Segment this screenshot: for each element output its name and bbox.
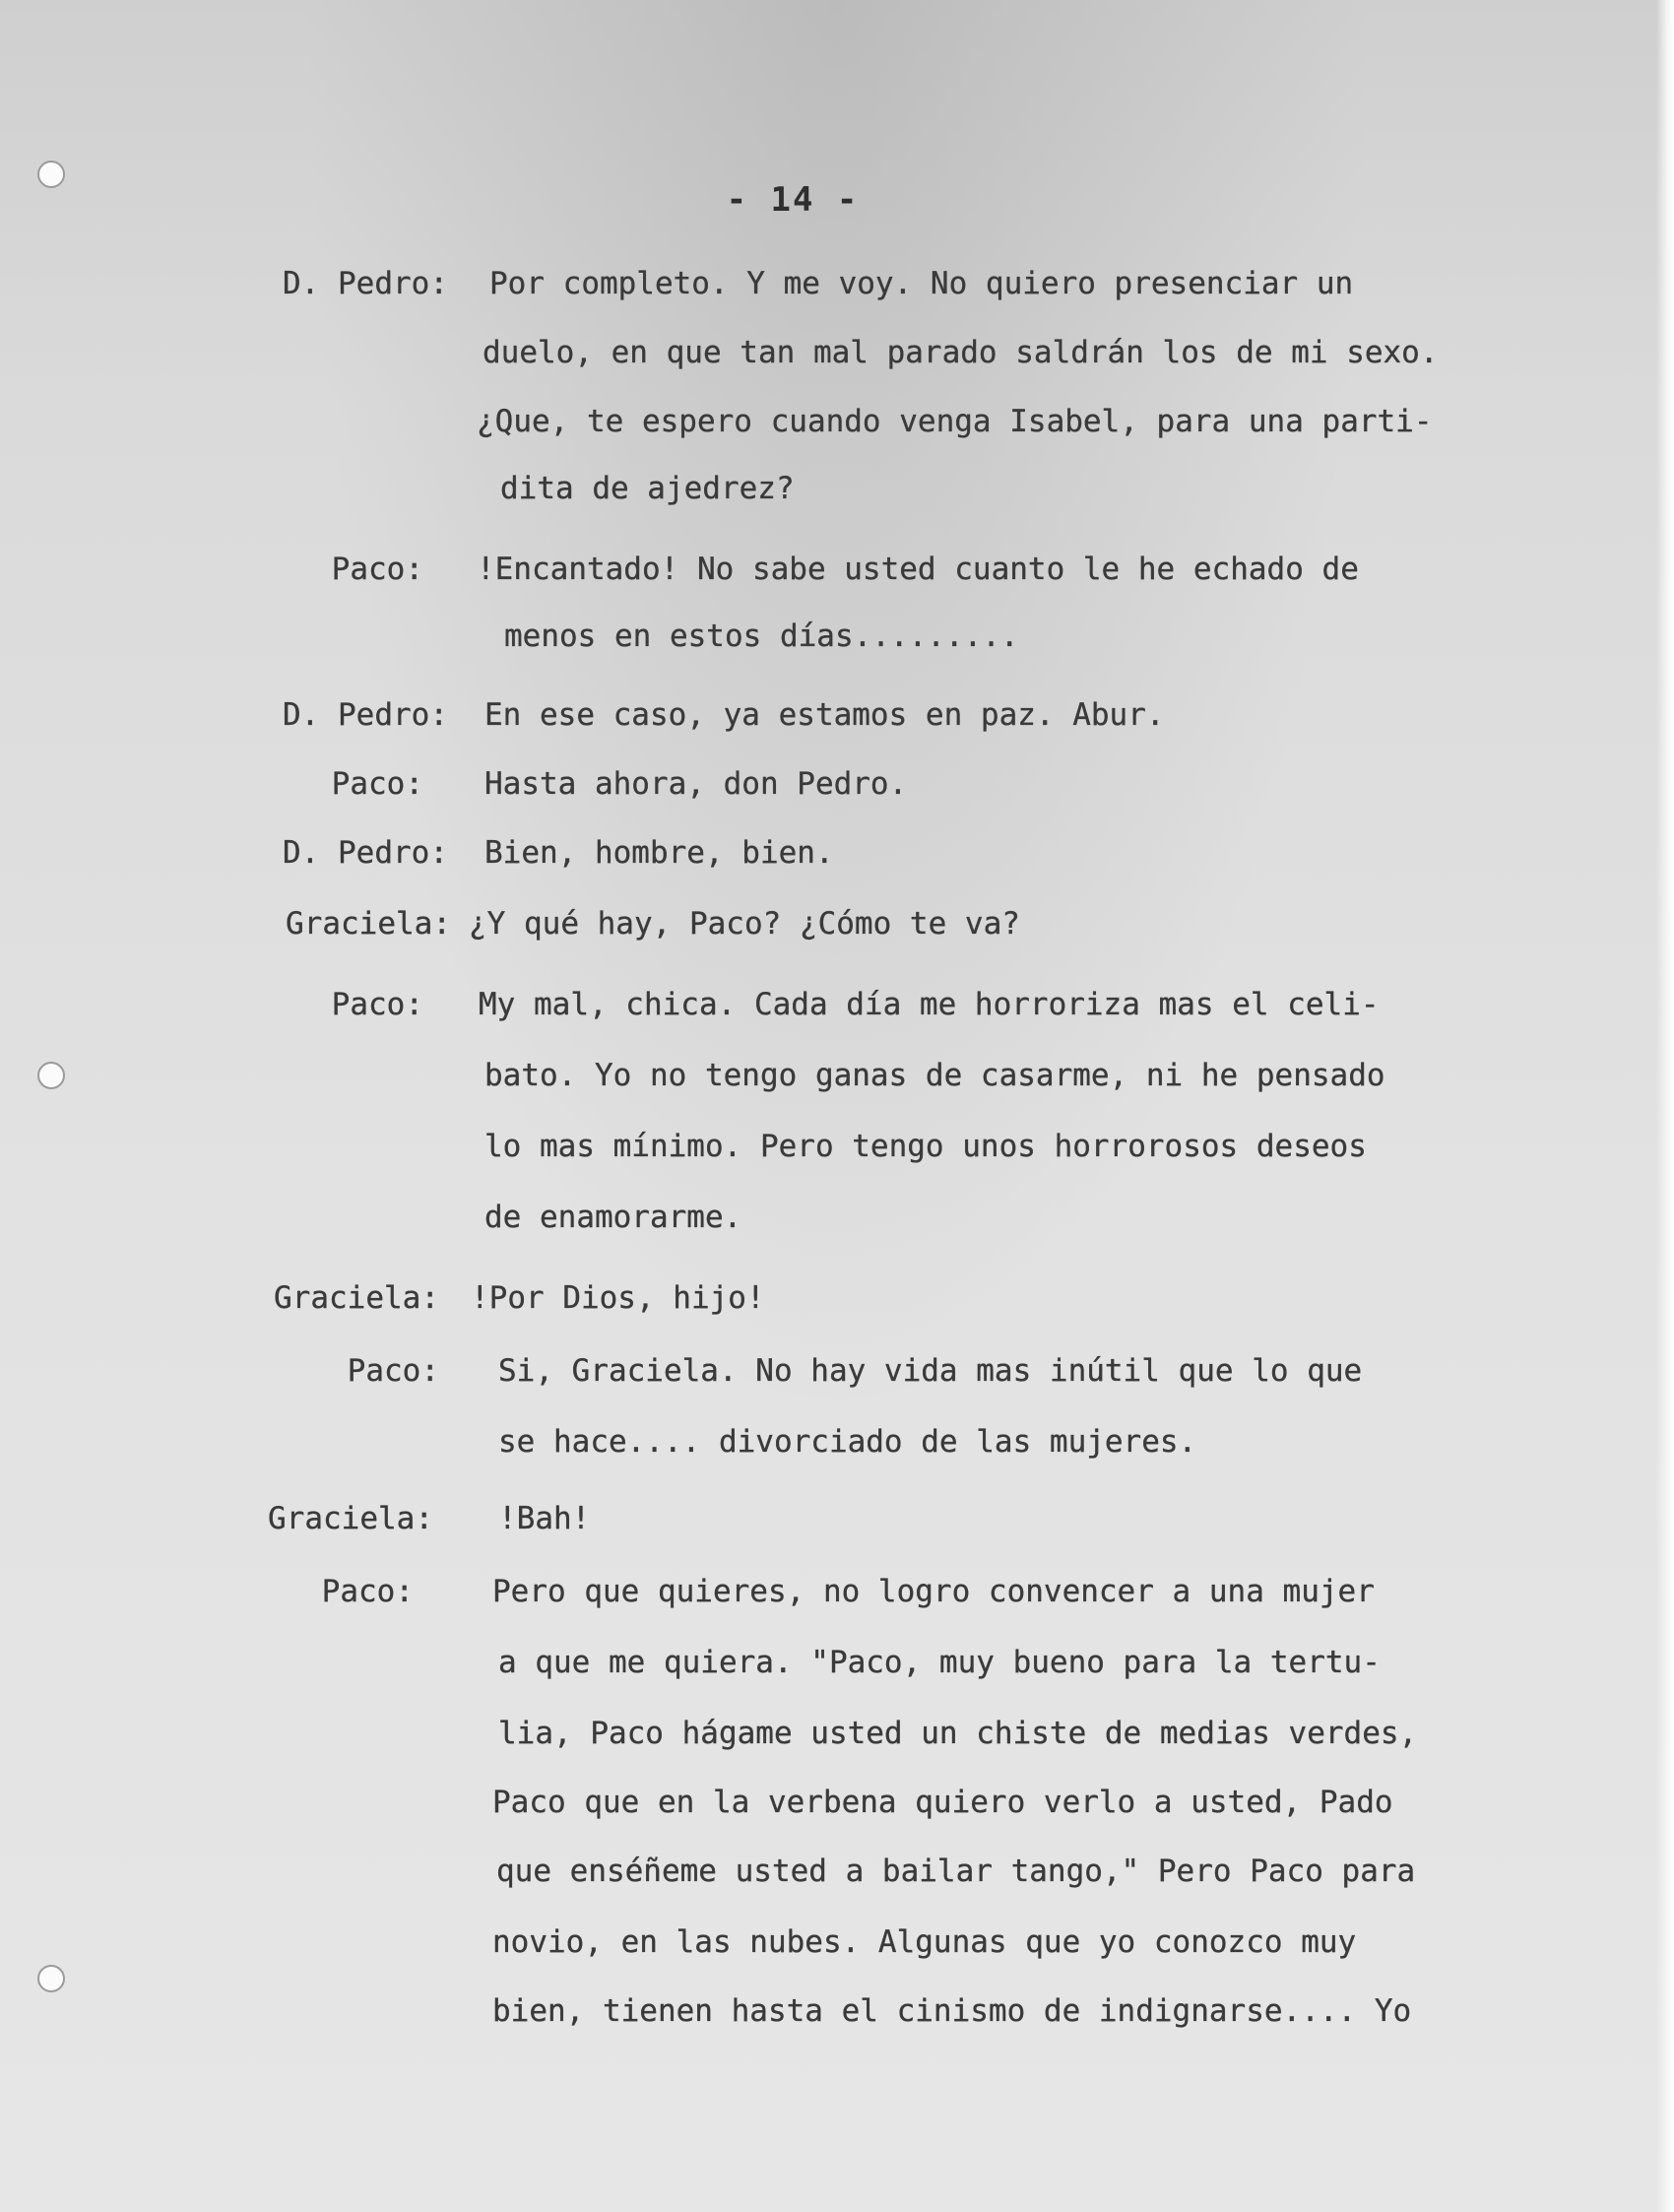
dialogue-line: ¿Que, te espero cuando venga Isabel, para una parti- (477, 404, 1433, 439)
speaker-label: D. Pedro: (283, 266, 448, 301)
dialogue-line: !Por Dios, hijo! (471, 1280, 765, 1316)
speaker-label: Graciela: (286, 906, 451, 942)
dialogue-line: novio, en las nubes. Algunas que yo conozco muy (492, 1924, 1357, 1960)
speaker-label: D. Pedro: (283, 697, 448, 733)
speaker-label: D. Pedro: (283, 835, 448, 871)
dialogue-line: !Bah! (498, 1501, 591, 1536)
speaker-label: Paco: (347, 1353, 439, 1389)
dialogue-line: My mal, chica. Cada día me horroriza mas el celi- (479, 987, 1380, 1022)
dialogue-line: Por completo. Y me voy. No quiero presenciar un (489, 266, 1354, 301)
dialogue-line: bien, tienen hasta el cinismo de indignarse.... Yo (492, 1993, 1412, 2029)
punch-hole-bottom (37, 1965, 65, 1992)
dialogue-line: Hasta ahora, don Pedro. (484, 766, 908, 802)
paper-edge (1656, 0, 1674, 2212)
dialogue-line: bato. Yo no tengo ganas de casarme, ni he pensado (484, 1058, 1385, 1093)
dialogue-line: Paco que en la verbena quiero verlo a usted, Pado (492, 1785, 1393, 1820)
dialogue-line: !Encantado! No sabe usted cuanto le he echado de (477, 552, 1359, 587)
dialogue-line: que enséñeme usted a bailar tango," Pero Paco para (496, 1854, 1416, 1889)
dialogue-line: Pero que quieres, no logro convencer a una mujer (492, 1574, 1375, 1609)
page-number: - 14 - (726, 180, 860, 220)
dialogue-line: En ese caso, ya estamos en paz. Abur. (484, 697, 1165, 733)
dialogue-line: Bien, hombre, bien. (484, 835, 834, 871)
speaker-label: Graciela: (274, 1280, 439, 1316)
speaker-label: Paco: (331, 552, 423, 587)
dialogue-line: dita de ajedrez? (500, 471, 795, 506)
dialogue-line: lia, Paco hágame usted un chiste de medias verdes, (498, 1716, 1418, 1751)
dialogue-line: Si, Graciela. No hay vida mas inútil que lo que (498, 1353, 1363, 1389)
speaker-label: Graciela: (268, 1501, 433, 1536)
dialogue-line: de enamorarme. (484, 1200, 742, 1235)
dialogue-line: a que me quiera. "Paco, muy bueno para la tertu- (498, 1645, 1381, 1680)
punch-hole-middle (37, 1062, 65, 1089)
speaker-label: Paco: (331, 987, 423, 1022)
dialogue-line: se hace.... divorciado de las mujeres. (498, 1424, 1197, 1460)
speaker-label: Paco: (321, 1574, 414, 1609)
dialogue-line: ¿Y qué hay, Paco? ¿Cómo te va? (469, 906, 1020, 942)
dialogue-line: duelo, en que tan mal parado saldrán los de mi sexo. (483, 335, 1439, 370)
speaker-label: Paco: (331, 766, 423, 802)
dialogue-line: lo mas mínimo. Pero tengo unos horrorosos deseos (484, 1129, 1367, 1164)
dialogue-line: menos en estos días......... (504, 618, 1019, 654)
